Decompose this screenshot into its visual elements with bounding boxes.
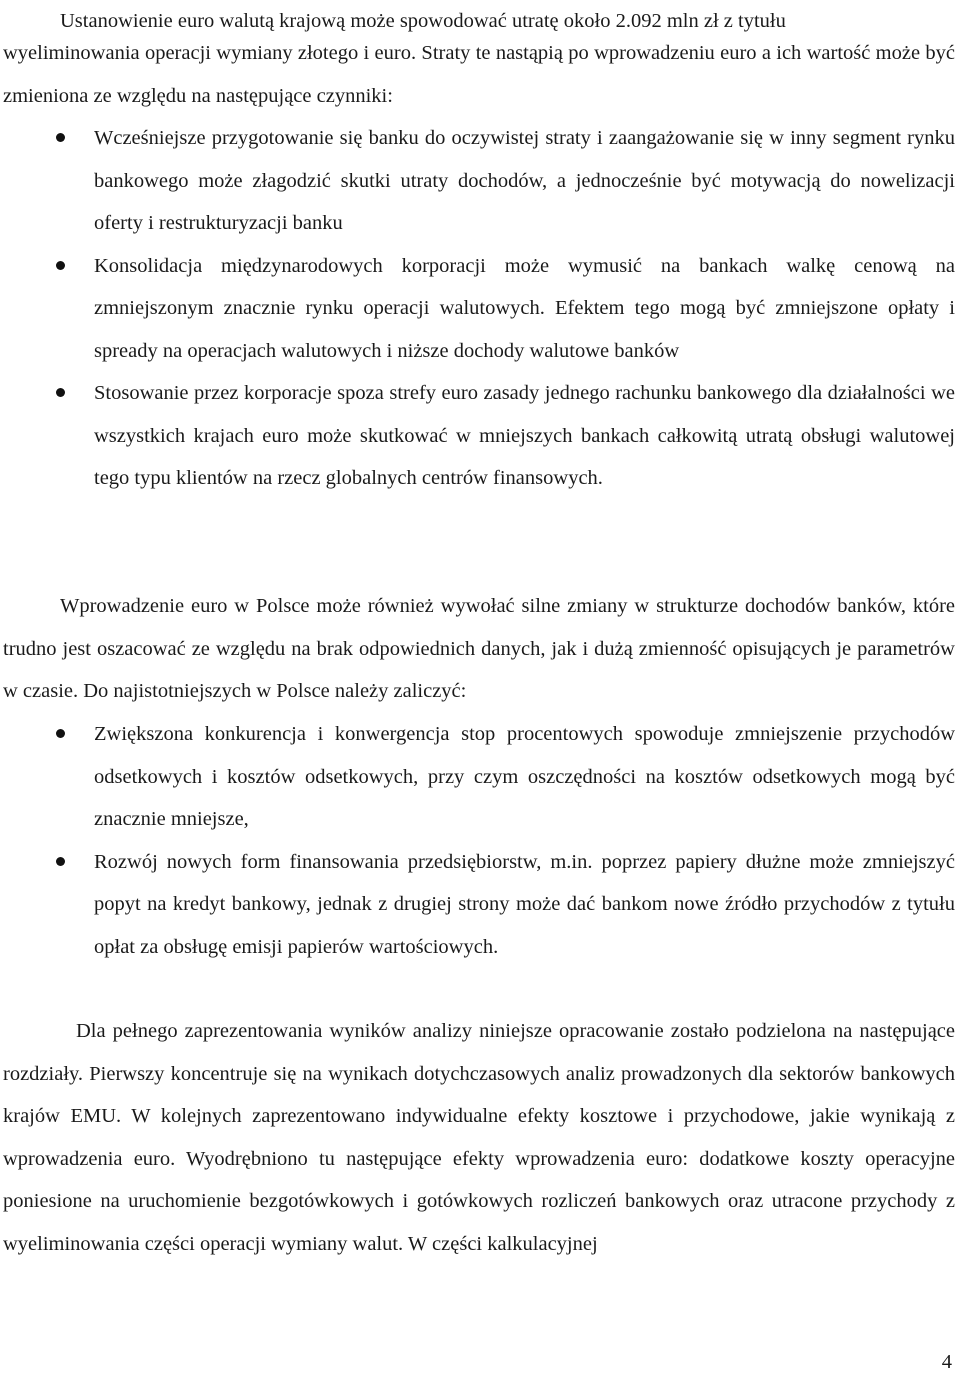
list-item-text: Wcześniejsze przygotowanie się banku do oczywistej straty i zaangażowanie się w inny segment rynku bankowego może złagodzić skutki utraty dochodów, a jednocześnie być motywacją do nowelizacji oferty i restrukturyzacji banku <box>94 127 955 234</box>
structure-paragraph: Dla pełnego zaprezentowania wyników analizy niniejsze opracowanie zostało podzielona na następujące rozdziały. Pierwszy koncentruje się na wynikach dotychczasowych analiz prowadzonych dla sektorów bankowych krajów EMU. W kolejnych zaprezentowano indywidualne efekty kosztowe i przychodowe, jakie wynikają z wprowadzenia euro. Wyodrębniono tu następujące efekty wprowadzenia euro: dodatkowe koszty operacyjne poniesione na uruchomienie bezgotówkowych i gotówkowych rozliczeń bankowych oraz utracone przychody z wyeliminowania części operacji wymiany walut. W części kalkulacyjnej <box>3 1020 955 1255</box>
factors-list <box>0 117 955 500</box>
poland-paragraph: Wprowadzenie euro w Polsce może również wywołać silne zmiany w strukturze dochodów banków, które trudno jest oszacować ze względu na brak odpowiednich danych, jak i dużą zmienność opisujących je parametrów w czasie. Do najistotniejszych w Polsce należy zaliczyć: <box>3 595 955 702</box>
bullet-icon <box>56 133 65 142</box>
intro-first-line: Ustanowienie euro walutą krajową może spowodować utratę około 2.092 mln zł z tytułu <box>60 10 786 32</box>
list-item <box>0 841 955 969</box>
list-item-text: Rozwój nowych form finansowania przedsiębiorstw, m.in. poprzez papiery dłużne może zmniejszyć popyt na kredyt bankowy, jednak z drugiej strony może dać bankom nowe źródło przychodów z tytułu opłat za obsługę emisji papierów wartościowych. <box>94 850 955 958</box>
list-item <box>0 372 955 500</box>
bullet-icon <box>56 388 65 397</box>
list-item-text: Stosowanie przez korporacje spoza strefy euro zasady jednego rachunku bankowego dla działalności we wszystkich krajach euro może skutkować w mniejszych bankach całkowitą utratą obsługi walutowej tego typu klientów na rzecz globalnych centrów finansowych. <box>94 382 955 489</box>
bullet-icon <box>56 857 65 866</box>
bullet-icon <box>56 261 65 270</box>
list-item-text: Zwiększona konkurencja i konwergencja stop procentowych spowoduje zmniejszenie przychodów odsetkowych i kosztów odsetkowych, przy czym oszczędności na kosztów odsetkowych mogą być znacznie mniejsze, <box>94 723 955 830</box>
list-item-text: Konsolidacja międzynarodowych korporacji może wymusić na bankach walkę cenową na zmniejszonym znacznie rynku operacji walutowych. Efektem tego mogą być zmniejszone opłaty i spready na operacjach walutowych i niższe dochody walutowe banków <box>94 254 955 362</box>
list-item <box>0 245 955 373</box>
list-item <box>0 117 955 245</box>
page-number: 4 <box>941 1351 952 1373</box>
poland-items-list <box>0 713 955 968</box>
bullet-icon <box>56 729 65 738</box>
intro-paragraph: wyeliminowania operacji wymiany złotego i euro. Straty te nastąpią po wprowadzeniu euro a ich wartość może być zmieniona ze względu na następujące czynniki: <box>3 42 955 107</box>
list-item <box>0 713 955 841</box>
